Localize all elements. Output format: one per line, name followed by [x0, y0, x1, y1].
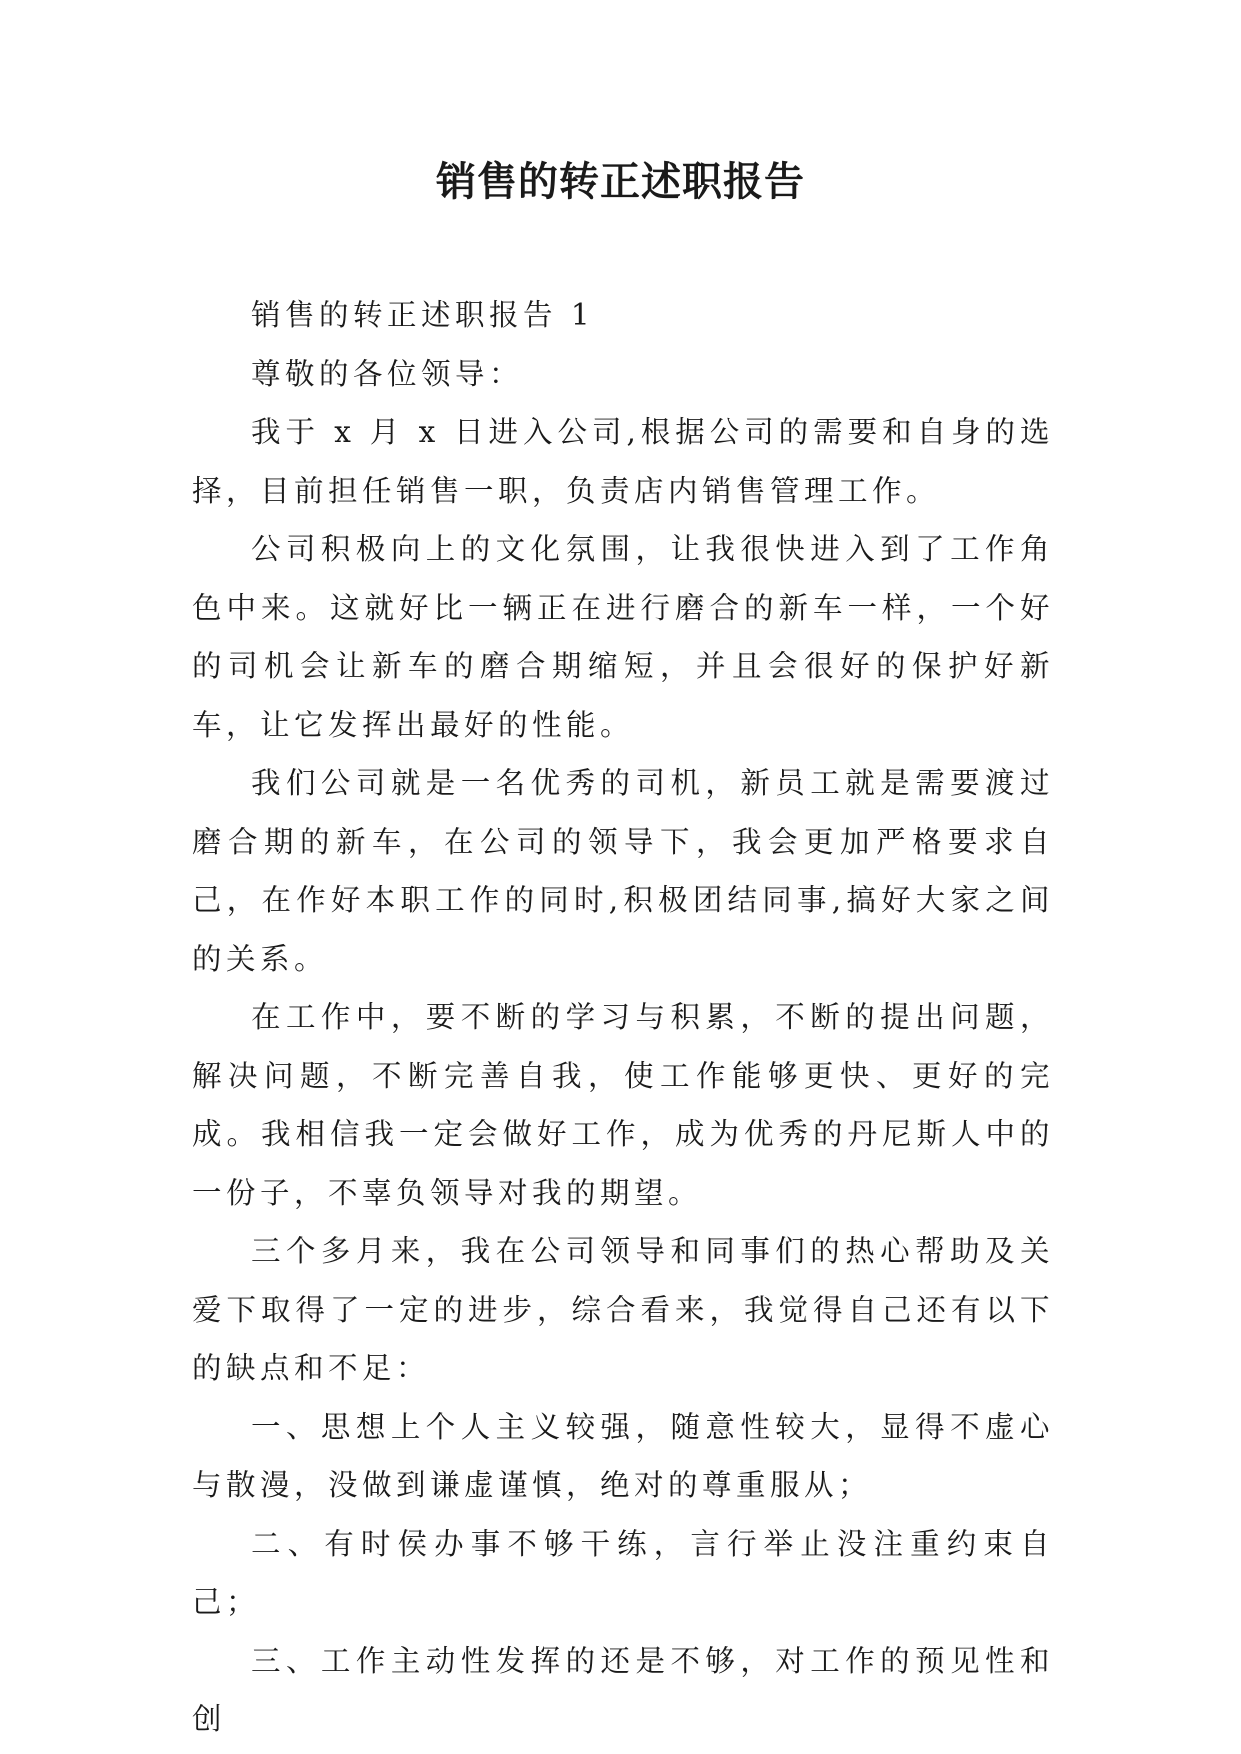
paragraph: 我们公司就是一名优秀的司机，新员工就是需要渡过磨合期的新车，在公司的领导下，我会更加严格要求自己，在作好本职工作的同时,积极团结同事,搞好大家之间的关系。 [192, 766, 1054, 976]
document-title: 销售的转正述职报告 [436, 159, 805, 205]
paragraph: 我于 x 月 x 日进入公司,根据公司的需要和自身的选择，目前担任销售一职，负责店内销售管理工作。 [192, 415, 1054, 508]
paragraph: 公司积极向上的文化氛围，让我很快进入到了工作角色中来。这就好比一辆正在进行磨合的新车一样，一个好的司机会让新车的磨合期缩短，并且会很好的保护好新车，让它发挥出最好的性能。 [192, 532, 1054, 742]
salutation: 尊敬的各位领导： [251, 356, 524, 391]
paragraph: 在工作中，要不断的学习与积累，不断的提出问题，解决问题，不断完善自我，使工作能够更快、更好的完成。我相信我一定会做好工作，成为优秀的丹尼斯人中的一份子，不辜负领导对我的期望。 [192, 1000, 1054, 1210]
paragraph: 三个多月来，我在公司领导和同事们的热心帮助及关爱下取得了一定的进步，综合看来，我觉得自己还有以下的缺点和不足： [192, 1234, 1054, 1385]
list-item: 二、有时侯办事不够干练，言行举止没注重约束自己； [192, 1526, 1054, 1619]
document-body [192, 286, 1054, 1749]
list-item: 一、思想上个人主义较强，随意性较大，显得不虚心与散漫，没做到谦虚谨慎，绝对的尊重服从； [192, 1409, 1054, 1502]
report-subtitle: 销售的转正述职报告 1 [251, 298, 595, 332]
list-item: 三、工作主动性发挥的还是不够，对工作的预见性和创 [192, 1643, 1054, 1736]
